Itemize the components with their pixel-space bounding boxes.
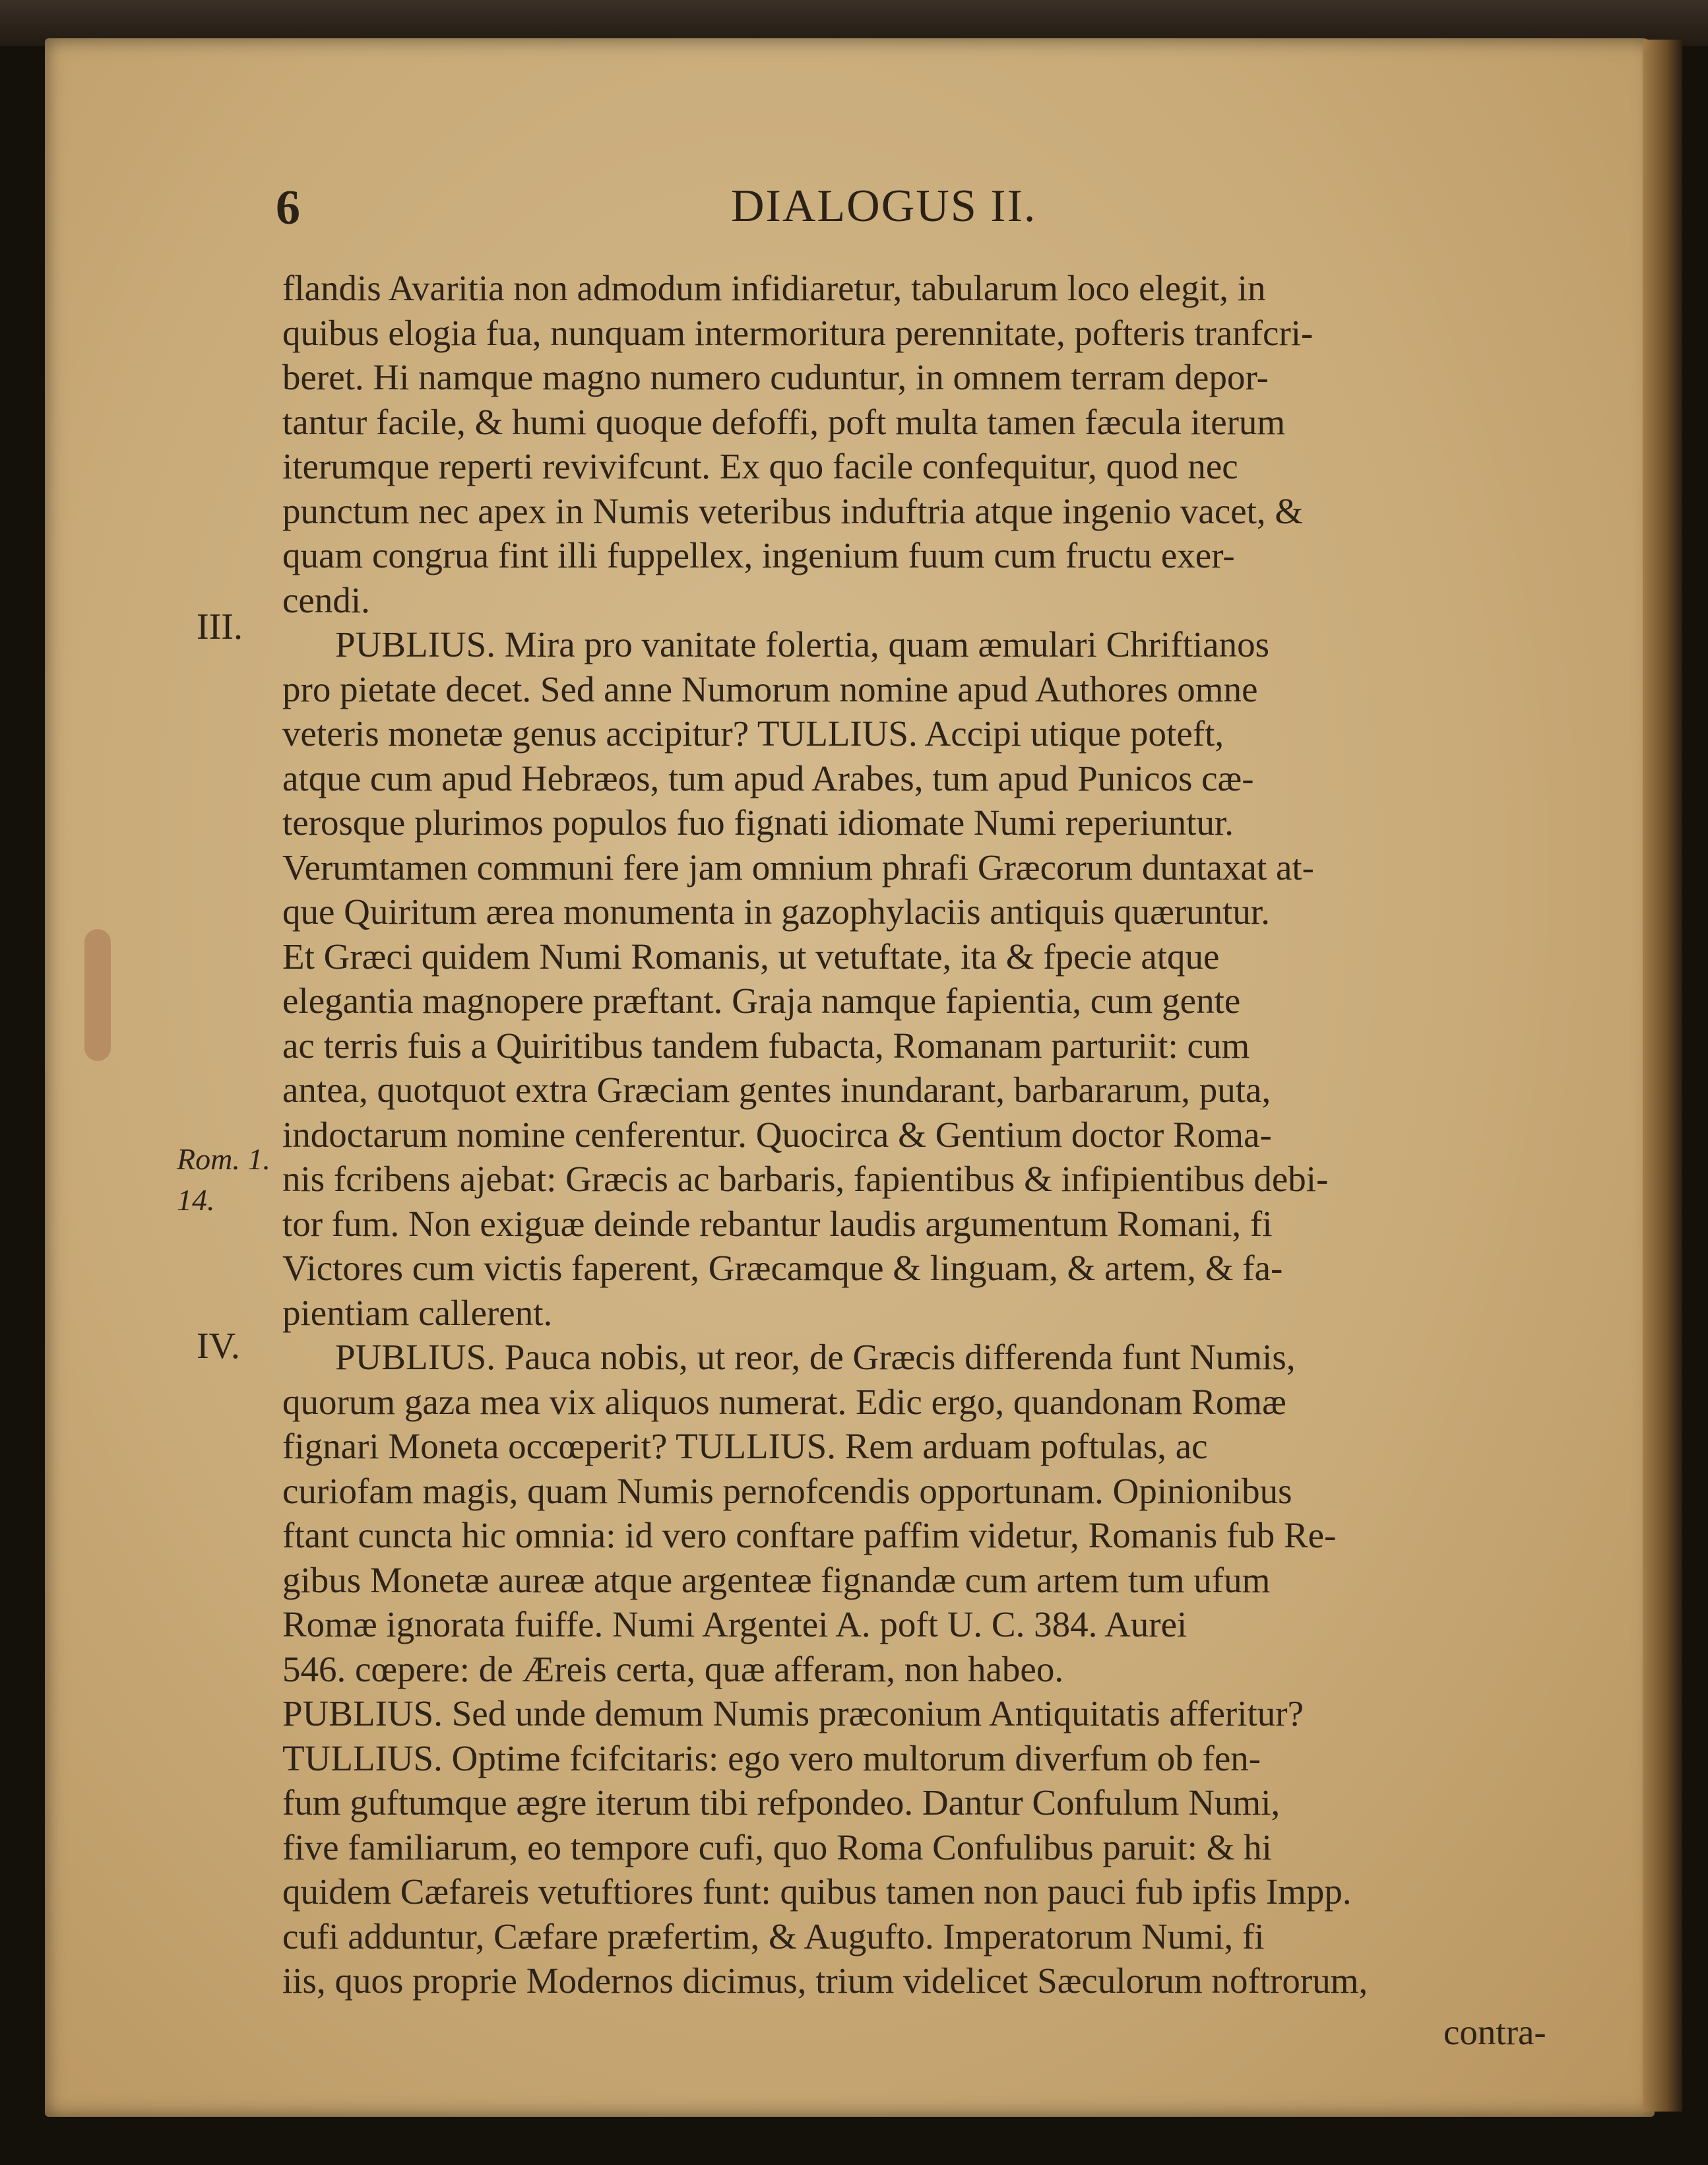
text-line: quorum gaza mea vix aliquos numerat. Edic ergo, quandonam Romæ [282,1381,1286,1422]
page-edge-right [1643,40,1682,2112]
text-line: que Quiritum ærea monumenta in gazophylaciis antiquis quæruntur. [282,891,1270,932]
text-line: quibus elogia fua, nunquam intermoritura perennitate, pofteris tranfcri- [282,312,1313,353]
text-line: Romæ ignorata fuiffe. Numi Argentei A. poft U. C. 384. Aurei [282,1604,1187,1644]
text-line: ftant cuncta hic omnia: id vero conftare paffim videtur, Romanis fub Re- [282,1515,1337,1555]
text-line: PUBLIUS. Pauca nobis, ut reor, de Græcis differenda funt Numis, [335,1337,1296,1377]
page-number: 6 [276,181,300,235]
text-line: fignari Moneta occœperit? TULLIUS. Rem arduam poftulas, ac [282,1426,1208,1466]
text-line: punctum nec apex in Numis veteribus induftria atque ingenio vacet, & [282,490,1304,531]
text-line: antea, quotquot extra Græciam gentes inundarant, barbararum, puta, [282,1070,1271,1110]
text-line: atque cum apud Hebræos, tum apud Arabes, tum apud Punicos cæ- [282,758,1254,798]
page-header [45,180,1655,240]
text-line: 546. cœpere: de Æreis certa, quæ afferam, non habeo. [282,1648,1064,1689]
text-line: Victores cum victis faperent, Græcamque & linguam, & artem, & fa- [282,1248,1283,1288]
text-line: nis fcribens ajebat: Græcis ac barbaris, fapientibus & infipientibus debi- [282,1159,1329,1199]
text-line: Et Græci quidem Numi Romanis, ut vetuftate, ita & fpecie atque [282,936,1220,977]
text-line: beret. Hi namque magno numero cuduntur, in omnem terram depor- [282,357,1269,397]
text-line: pro pietate decet. Sed anne Numorum nomine apud Authores omne [282,668,1258,709]
text-line: five familiarum, eo tempore cufi, quo Roma Confulibus paruit: & hi [282,1826,1272,1867]
text-line: quam congrua fint illi fuppellex, ingenium fuum cum fructu exer- [282,535,1235,575]
text-line: TULLIUS. Optime fcifcitaris: ego vero multorum diverfum ob fen- [282,1737,1261,1778]
text-line: fum guftumque ægre iterum tibi refpondeo. Dantur Confulum Numi, [282,1782,1281,1823]
text-line: PUBLIUS. Sed unde demum Numis præconium Antiquitatis afferitur? [282,1693,1304,1733]
text-line: iterumque reperti revivifcunt. Ex quo facile confequitur, quod nec [282,446,1238,486]
margin-note-line: 14. [177,1183,215,1217]
text-line: tor fum. Non exiguæ deinde rebantur laudis argumentum Romani, fi [282,1203,1273,1244]
text-line: indoctarum nomine cenferentur. Quocirca & Gentium doctor Roma- [282,1114,1272,1155]
text-line: cufi adduntur, Cæfare præfertim, & Augufto. Imperatorum Numi, fi [282,1916,1265,1956]
text-line: iis, quos proprie Modernos dicimus, trium videlicet Sæculorum noftrorum, [282,1960,1368,2001]
text-line: Verumtamen communi fere jam omnium phrafi Græcorum duntaxat at- [282,847,1314,888]
text-line: tantur facile, & humi quoque defoffi, poft multa tamen fæcula iterum [282,401,1286,442]
catchword: contra- [1443,2012,1546,2052]
text-line: PUBLIUS. Mira pro vanitate folertia, quam æmulari Chriftianos [335,624,1269,664]
text-line: gibus Monetæ aureæ atque argenteæ fignandæ cum artem tum ufum [282,1559,1271,1600]
margin-note [177,1139,270,1221]
body-text [282,266,1549,2003]
section-numeral-iii: III. [197,606,243,647]
section-numeral-iv: IV. [197,1326,240,1367]
text-line: pientiam callerent. [282,1292,553,1333]
margin-note-line: Rom. 1. [177,1142,270,1176]
text-line: flandis Avaritia non admodum infidiaretur, tabularum loco elegit, in [282,268,1266,308]
text-line: ac terris fuis a Quiritibus tandem fubacta, Romanam parturiit: cum [282,1025,1250,1066]
text-line: terosque plurimos populos fuo fignati idiomate Numi reperiuntur. [282,802,1234,843]
text-line: cendi. [282,579,370,620]
text-line: elegantia magnopere præftant. Graja namque fapientia, cum gente [282,981,1241,1021]
page-sheet [45,38,1655,2117]
text-line: veteris monetæ genus accipitur? TULLIUS. Accipi utique poteft, [282,713,1224,754]
text-line: quidem Cæfareis vetuftiores funt: quibus tamen non pauci fub ipfis Impp. [282,1871,1352,1912]
paper-stain [84,929,111,1061]
running-title: DIALOGUS II. [731,181,1037,232]
text-line: curiofam magis, quam Numis pernofcendis opportunam. Opinionibus [282,1470,1292,1511]
